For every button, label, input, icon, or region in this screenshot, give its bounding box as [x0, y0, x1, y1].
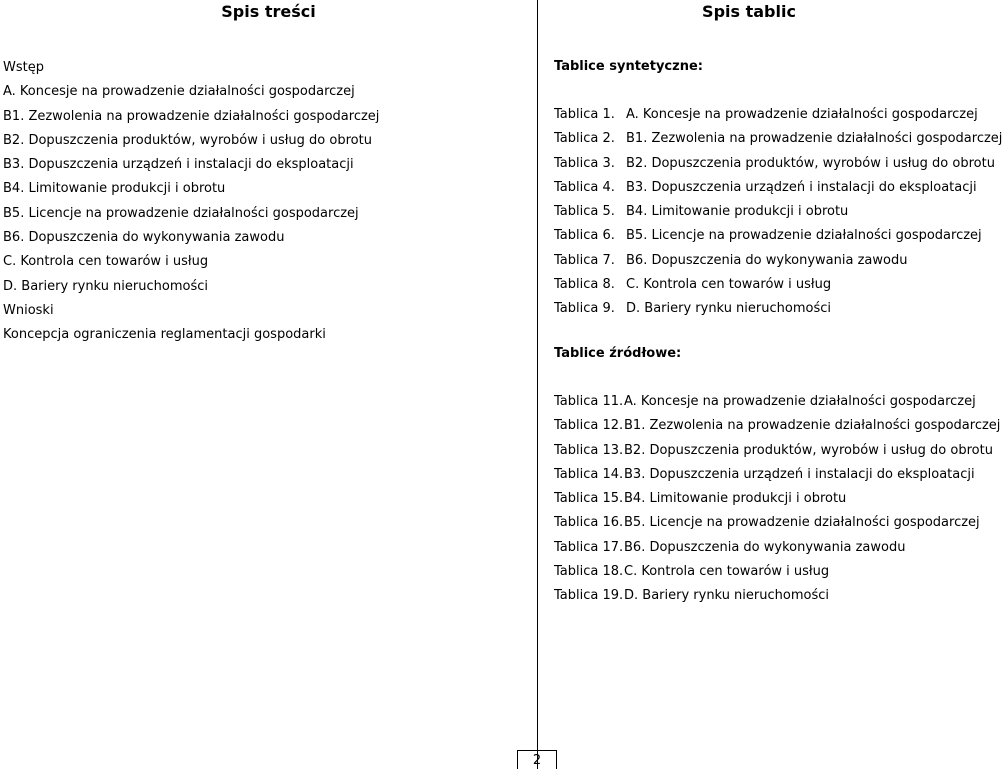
- table-number: Tablica 12.: [554, 418, 624, 434]
- table-label: B1. Zezwolenia na prowadzenie działalności gospodarczej: [626, 131, 1002, 147]
- table-row[interactable]: [554, 127, 1002, 151]
- table-row[interactable]: [554, 439, 1000, 463]
- table-row[interactable]: [554, 249, 1002, 273]
- toc-item-d[interactable]: D. Bariery rynku nieruchomości: [3, 278, 208, 294]
- toc-item-c[interactable]: C. Kontrola cen towarów i usług: [3, 254, 209, 270]
- table-label: A. Koncesje na prowadzenie działalności gospodarczej: [626, 107, 978, 122]
- tables-title: Spis tablic: [702, 2, 796, 21]
- synthetic-tables-list: [554, 103, 1002, 322]
- toc-title: Spis treści: [221, 2, 316, 21]
- table-label: B2. Dopuszczenia produktów, wyrobów i usług do obrotu: [624, 442, 993, 458]
- table-number: Tablica 2.: [554, 131, 615, 147]
- toc-item-a[interactable]: A. Koncesje na prowadzenie działalności gospodarczej: [3, 84, 355, 100]
- table-label: B5. Licencje na prowadzenie działalności gospodarczej: [626, 228, 982, 244]
- table-label: B6. Dopuszczenia do wykonywania zawodu: [624, 539, 906, 555]
- source-tables-list: [554, 390, 1000, 609]
- table-number: Tablica 13.: [554, 442, 624, 458]
- table-number: Tablica 4.: [554, 179, 615, 195]
- table-row[interactable]: [554, 390, 1000, 414]
- table-number: Tablica 14.: [554, 466, 624, 482]
- table-row[interactable]: [554, 176, 1002, 200]
- table-label: A. Koncesje na prowadzenie działalności gospodarczej: [624, 394, 976, 409]
- table-label: D. Bariery rynku nieruchomości: [626, 301, 831, 317]
- page-number: 2: [517, 750, 557, 769]
- table-row[interactable]: [554, 463, 1000, 487]
- table-label: B4. Limitowanie produkcji i obrotu: [626, 204, 849, 220]
- table-row[interactable]: [554, 273, 1002, 297]
- table-label: B6. Dopuszczenia do wykonywania zawodu: [626, 252, 908, 268]
- toc-item-b5[interactable]: B5. Licencje na prowadzenie działalności gospodarczej: [3, 205, 359, 221]
- table-row[interactable]: [554, 103, 1002, 127]
- table-number: Tablica 19.: [554, 588, 624, 604]
- table-number: Tablica 16.: [554, 515, 624, 531]
- table-number: Tablica 11.: [554, 394, 624, 409]
- table-row[interactable]: [554, 560, 1000, 584]
- table-number: Tablica 3.: [554, 155, 615, 171]
- table-number: Tablica 6.: [554, 228, 615, 244]
- table-number: Tablica 18.: [554, 564, 624, 580]
- toc-item-b2[interactable]: B2. Dopuszczenia produktów, wyrobów i usług do obrotu: [3, 132, 372, 148]
- table-row[interactable]: [554, 584, 1000, 608]
- table-number: Tablica 7.: [554, 252, 615, 268]
- table-number: Tablica 17.: [554, 539, 624, 555]
- table-label: B5. Licencje na prowadzenie działalności gospodarczej: [624, 515, 980, 531]
- toc-item-wnioski[interactable]: Wnioski: [3, 302, 54, 318]
- toc-item-b4[interactable]: B4. Limitowanie produkcji i obrotu: [3, 181, 226, 197]
- toc-item-wstep[interactable]: Wstęp: [3, 60, 44, 75]
- toc-item-b1[interactable]: B1. Zezwolenia na prowadzenie działalności gospodarczej: [3, 108, 380, 124]
- toc-list: [3, 56, 379, 348]
- table-label: B4. Limitowanie produkcji i obrotu: [624, 491, 847, 507]
- table-label: B1. Zezwolenia na prowadzenie działalności gospodarczej: [624, 418, 1001, 434]
- table-row[interactable]: [554, 200, 1002, 224]
- table-label: C. Kontrola cen towarów i usług: [624, 564, 830, 580]
- table-row[interactable]: [554, 224, 1002, 248]
- table-row[interactable]: [554, 297, 1002, 321]
- source-tables-heading: Tablice źródłowe:: [554, 346, 682, 361]
- table-label: B2. Dopuszczenia produktów, wyrobów i usług do obrotu: [626, 155, 995, 171]
- toc-item-b6[interactable]: B6. Dopuszczenia do wykonywania zawodu: [3, 230, 285, 246]
- table-number: Tablica 1.: [554, 107, 615, 122]
- table-number: Tablica 9.: [554, 301, 615, 317]
- column-divider: [537, 0, 538, 769]
- table-label: B3. Dopuszczenia urządzeń i instalacji do eksploatacji: [626, 179, 977, 195]
- table-row[interactable]: [554, 414, 1000, 438]
- table-row[interactable]: [554, 152, 1002, 176]
- table-number: Tablica 15.: [554, 491, 624, 507]
- table-row[interactable]: [554, 487, 1000, 511]
- table-label: C. Kontrola cen towarów i usług: [626, 277, 832, 293]
- toc-item-b3[interactable]: B3. Dopuszczenia urządzeń i instalacji do eksploatacji: [3, 157, 354, 173]
- table-number: Tablica 8.: [554, 277, 615, 293]
- table-row[interactable]: [554, 536, 1000, 560]
- toc-item-koncepcja[interactable]: Koncepcja ograniczenia reglamentacji gospodarki: [3, 327, 326, 343]
- table-label: B3. Dopuszczenia urządzeń i instalacji do eksploatacji: [624, 466, 975, 482]
- table-number: Tablica 5.: [554, 204, 615, 220]
- table-row[interactable]: [554, 511, 1000, 535]
- table-label: D. Bariery rynku nieruchomości: [624, 588, 829, 604]
- synthetic-tables-heading: Tablice syntetyczne:: [554, 59, 703, 74]
